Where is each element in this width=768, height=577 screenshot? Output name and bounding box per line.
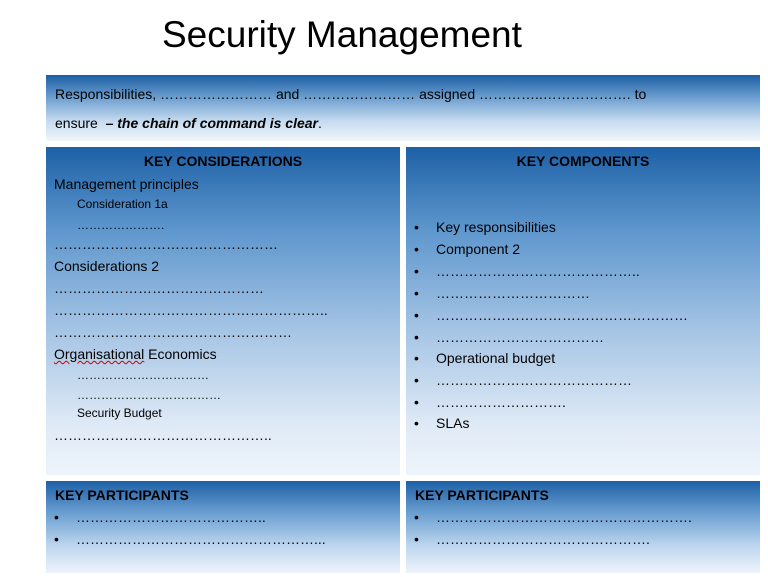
intro-line-1: Responsibilities, …………………… and …………………… assigned …………..………………. to (55, 86, 647, 102)
kc-line-organisational-economics (54, 346, 217, 362)
bullet-icon: • (414, 307, 419, 323)
kcomp-item-text: ………………………. (436, 394, 566, 410)
kcomp-item-text: …………………………… (436, 285, 590, 301)
kc-organisational-word: Organisational (54, 346, 145, 362)
kc-line: ……………………………………… (54, 280, 264, 296)
kcomp-item-text: Operational budget (436, 350, 556, 366)
kcomp-item-text: …………………………………… (436, 372, 632, 388)
kc-economics-word: Economics (148, 346, 217, 362)
key-components-heading: KEY COMPONENTS (516, 153, 650, 169)
kc-line: ……………………………… (77, 388, 221, 402)
kp-right-list-item (414, 509, 692, 525)
kcomp-list-item (414, 329, 604, 345)
kp-item-text: ……………………………………………... (76, 531, 326, 547)
intro-panel (46, 75, 760, 141)
bullet-icon: • (414, 372, 419, 388)
kp-left-list-item (54, 509, 266, 525)
bullet-icon: • (414, 285, 419, 301)
page-title: Security Management (162, 14, 522, 55)
kc-line: …………………………… (77, 368, 209, 382)
key-participants-right-panel (406, 481, 760, 573)
kcomp-list-item (414, 307, 688, 323)
bullet-icon: • (414, 219, 419, 235)
kp-right-list-item (414, 531, 650, 547)
kc-line: …………………. (77, 218, 165, 232)
kp-item-text: ………………………………………. (436, 531, 650, 547)
kcomp-item-text: Component 2 (436, 241, 521, 257)
kc-line: …………………………………………… (54, 324, 292, 340)
kcomp-item-text: Key responsibilities (436, 219, 556, 235)
bullet-icon: • (414, 415, 419, 431)
kp-item-text: ………………………………….. (76, 509, 266, 525)
key-considerations-panel (46, 147, 400, 475)
bullet-icon: • (414, 263, 419, 279)
intro-line-2-plain: ensure (55, 115, 106, 131)
key-participants-left-panel (46, 481, 400, 573)
kcomp-list-item (414, 372, 632, 388)
key-participants-left-heading: KEY PARTICIPANTS (55, 487, 189, 503)
key-participants-right-heading: KEY PARTICIPANTS (415, 487, 549, 503)
kp-left-list-item (54, 531, 326, 547)
bullet-icon: • (414, 509, 419, 525)
bullet-icon: • (54, 509, 59, 525)
kcomp-item-text: ……………………………………………… (436, 307, 688, 323)
key-components-panel (406, 147, 760, 475)
kc-line: ………………………………………………….. (54, 302, 328, 318)
kcomp-list-item (414, 285, 590, 301)
intro-line-2-end: . (318, 115, 322, 131)
kc-line: Management principles (54, 176, 199, 192)
kcomp-list-item (414, 394, 566, 410)
kp-item-text: ………………………………………………. (436, 509, 692, 525)
kcomp-item-text: …………………………………….. (436, 263, 640, 279)
kcomp-item-text: SLAs (436, 415, 470, 431)
bullet-icon: • (414, 241, 419, 257)
kc-line: ……………………………………….. (54, 427, 272, 443)
kc-line: Considerations 2 (54, 258, 160, 274)
kcomp-item-text: ……………………………… (436, 329, 604, 345)
bullet-icon: • (414, 350, 419, 366)
kcomp-list-item (414, 219, 556, 235)
bullet-icon: • (54, 531, 59, 547)
intro-line-2 (55, 115, 322, 131)
kc-line: ………………………………………… (54, 236, 278, 252)
bullet-icon: • (414, 329, 419, 345)
kc-line: Security Budget (77, 406, 162, 420)
bullet-icon: • (414, 394, 419, 410)
kcomp-list-item (414, 241, 520, 257)
key-considerations-heading: KEY CONSIDERATIONS (143, 153, 303, 169)
kcomp-list-item (414, 350, 555, 366)
intro-line-2-emphasis: – the chain of command is clear (105, 115, 318, 131)
kcomp-list-item (414, 263, 640, 279)
kcomp-list-item (414, 415, 469, 431)
kc-line: Consideration 1a (77, 197, 168, 211)
bullet-icon: • (414, 531, 419, 547)
